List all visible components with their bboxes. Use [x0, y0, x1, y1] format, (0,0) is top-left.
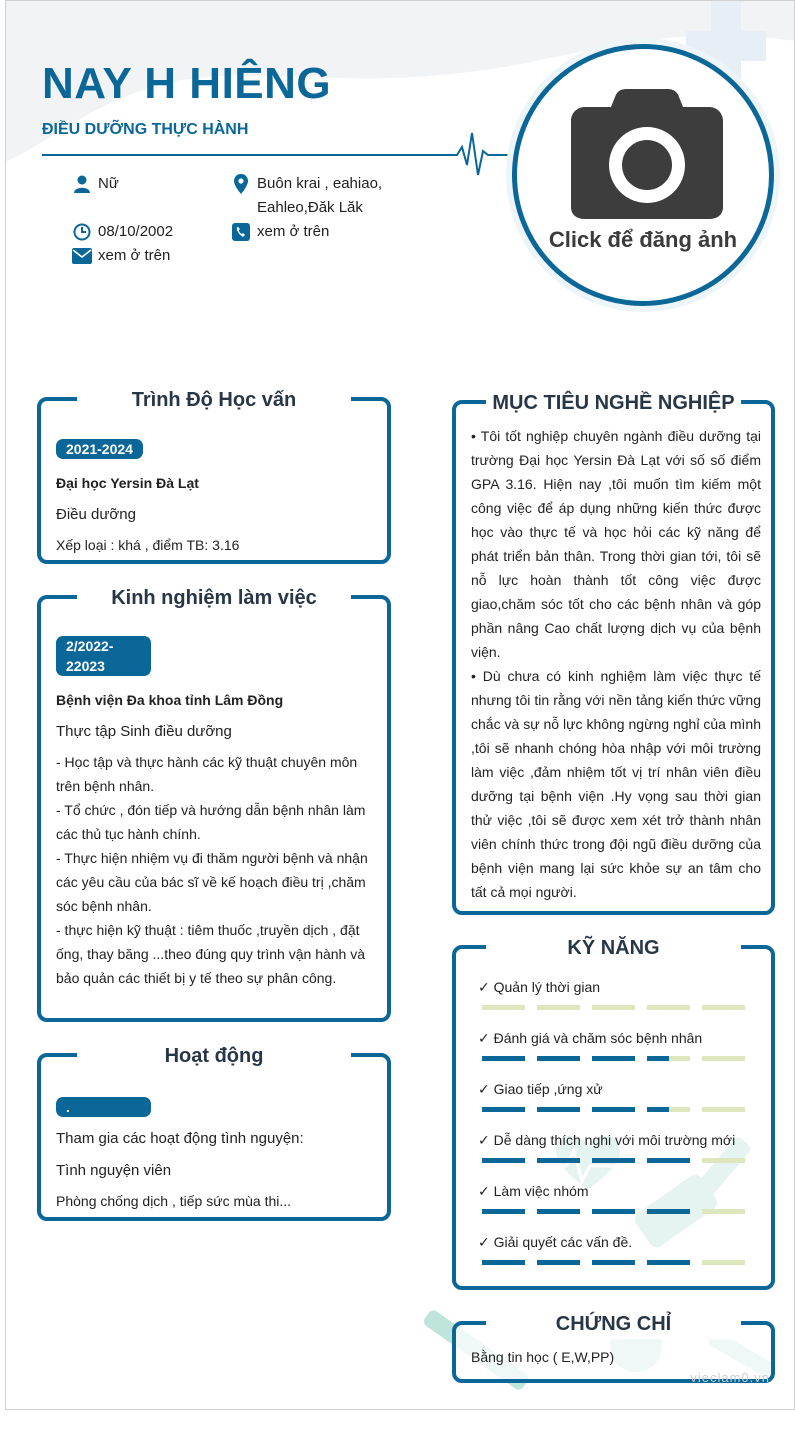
phone-value: xem ở trên: [257, 223, 330, 240]
skill-level-segment: [592, 1056, 635, 1061]
birthday-info: [72, 220, 173, 244]
job-title: ĐIỀU DƯỠNG THỰC HÀNH: [42, 121, 249, 138]
objective-heading: MỤC TIÊU NGHỀ NGHIỆP: [486, 388, 741, 418]
skill-item: [470, 975, 761, 1026]
education-section: [37, 389, 391, 564]
email-value: xem ở trên: [98, 247, 171, 264]
skill-level-segment: [647, 1260, 690, 1265]
skills-section: [452, 937, 775, 1290]
experience-section: [37, 587, 391, 1022]
address-line-1: Buôn krai , eahiao,: [257, 175, 383, 192]
skill-label: ✓ Đánh giá và chăm sóc bệnh nhân: [478, 1030, 703, 1046]
watermark: vieclam0.vn: [690, 1370, 770, 1385]
skill-level-segment: [702, 1107, 745, 1112]
education-grade: Xếp loại : khá , điểm TB: 3.16: [56, 537, 240, 553]
skill-label: ✓ Giải quyết các vấn đề.: [478, 1234, 633, 1250]
skill-label: ✓ Quản lý thời gian: [478, 979, 601, 995]
activities-heading: Hoạt động: [77, 1041, 351, 1071]
gender-value: Nữ: [98, 175, 119, 192]
skill-level-segment: [647, 1158, 690, 1163]
skill-level-segment: [482, 1056, 525, 1061]
skill-item: [470, 1128, 761, 1179]
experience-position: Thực tập Sinh điều dưỡng: [56, 723, 232, 740]
skill-level-segment: [702, 1056, 745, 1061]
activities-period: .: [56, 1097, 151, 1117]
skill-item: [470, 1230, 761, 1281]
phone-icon: [231, 222, 251, 242]
objective-section: [452, 392, 775, 915]
skill-level-segment: [537, 1260, 580, 1265]
skill-level-segment: [647, 1209, 690, 1214]
skill-level-segment: [537, 1158, 580, 1163]
skill-level-segment: [592, 1209, 635, 1214]
experience-duty-item: - Học tập và thực hành các kỹ thuật chuyên môn trên bệnh nhân.: [56, 754, 358, 794]
skill-level-bar: [482, 1056, 745, 1061]
user-icon: [72, 174, 92, 194]
skill-level-segment: [647, 1005, 690, 1010]
skill-level-bar: [482, 1158, 745, 1163]
skill-level-segment: [592, 1158, 635, 1163]
skill-level-segment: [482, 1158, 525, 1163]
experience-period-line-2: 22023: [66, 658, 105, 674]
activities-section: [37, 1045, 391, 1221]
education-heading: Trình Độ Học vấn: [77, 385, 351, 415]
email-info: [72, 244, 170, 268]
avatar-upload[interactable]: [512, 44, 774, 306]
education-school: Đại học Yersin Đà Lạt: [56, 475, 199, 491]
certificates-heading: CHỨNG CHỈ: [486, 1309, 741, 1339]
skill-level-segment: [702, 1005, 745, 1010]
skill-level-segment: [647, 1056, 690, 1061]
experience-heading: Kinh nghiệm làm việc: [77, 583, 351, 613]
certificate-item: Bằng tin học ( E,W,PP): [471, 1349, 615, 1365]
experience-duties: [56, 750, 372, 990]
skills-list: [470, 975, 761, 1281]
address-line-2: Eahleo,Đăk Lăk: [257, 199, 363, 216]
activities-role: Tình nguyện viên: [56, 1162, 172, 1179]
skill-level-segment: [592, 1107, 635, 1112]
skill-level-segment: [592, 1260, 635, 1265]
objective-paragraph-2: • Dù chưa có kinh nghiệm làm việc thực tế nhưng tôi tin rằng với nền tảng kiến thức vững chắc và sự nỗ lực không ngừng nghỉ của mình ,tôi sẽ nhanh chóng hòa nhập với môi trường làm việc ,đảm nhiệm tốt vị trí nhân viên điều dưỡng tại bệnh viện .Hy vọng sau thời gian thử việc ,tôi sẽ được xem xét trở thành nhân viên chính thức trong đội ngũ điều dưỡng của bệnh viện mang lại sức khỏe sự an tâm cho tất cả mọi người.: [471, 668, 761, 900]
candidate-name: NAY H HIÊNG: [42, 59, 332, 108]
skill-level-bar: [482, 1260, 745, 1265]
activities-detail: Phòng chống dịch , tiếp sức mùa thi...: [56, 1193, 292, 1209]
skills-heading: KỸ NĂNG: [486, 933, 741, 963]
gender-info: [72, 172, 119, 196]
experience-duty-item: - Tổ chức , đón tiếp và hướng dẫn bệnh nhân làm các thủ tục hành chính.: [56, 802, 366, 842]
skill-level-segment: [537, 1209, 580, 1214]
education-period: 2021-2024: [56, 439, 143, 459]
avatar-caption: Click để đăng ảnh: [548, 227, 738, 252]
skill-level-segment: [482, 1209, 525, 1214]
experience-duty-item: - Thực hiện nhiệm vụ đi thăm người bệnh và nhận các yêu cầu của bác sĩ về kế hoạch điều trị ,chăm sóc bệnh nhân.: [56, 850, 368, 914]
skill-level-bar: [482, 1209, 745, 1214]
objective-paragraph-1: • Tôi tốt nghiệp chuyên ngành điều dưỡng tại trường Đại học Yersin Đà Lạt với số số điểm GPA 3.16. Hiện nay ,tôi muốn tìm kiếm một công việc để áp dụng những kiến thức được học vào thực tế và học hỏi các kỹ năng để phát triển bản thân. Trong thời gian tới, tôi sẽ nỗ lực hoàn thành tốt công việc được giao,chăm sóc tốt cho các bệnh nhân và góp phần nâng Cao chất lượng dịch vụ của bệnh viện.: [471, 428, 761, 660]
skill-level-segment: [537, 1005, 580, 1010]
clock-icon: [72, 222, 92, 242]
skill-item: [470, 1026, 761, 1077]
skill-level-segment: [537, 1107, 580, 1112]
birthday-value: 08/10/2002: [98, 223, 174, 240]
skill-level-segment: [702, 1260, 745, 1265]
location-pin-icon: [231, 174, 251, 194]
education-major: Điều dưỡng: [56, 506, 136, 523]
skill-level-segment: [647, 1107, 690, 1112]
skill-level-segment: [482, 1107, 525, 1112]
skill-label: ✓ Giao tiếp ,ứng xử: [478, 1081, 603, 1097]
skill-level-bar: [482, 1107, 745, 1112]
phone-info: [231, 220, 329, 244]
envelope-icon: [72, 246, 92, 266]
experience-company: Bệnh viện Đa khoa tỉnh Lâm Đồng: [56, 692, 284, 708]
activities-name: Tham gia các hoạt động tình nguyện:: [56, 1130, 304, 1147]
skill-level-segment: [702, 1209, 745, 1214]
experience-period-line-1: 2/2022-: [66, 638, 114, 654]
camera-icon: [571, 89, 723, 219]
skill-level-segment: [482, 1260, 525, 1265]
skill-level-segment: [482, 1005, 525, 1010]
skill-level-bar: [482, 1005, 745, 1010]
skill-item: [470, 1077, 761, 1128]
skill-level-segment: [537, 1056, 580, 1061]
experience-duty-item: - thực hiện kỹ thuật : tiêm thuốc ,truyền dịch , đặt ống, thay băng ...theo đúng quy trình vận hành và bảo quản các thiết bị y tế theo sự phân công.: [56, 922, 366, 986]
skill-level-segment: [592, 1005, 635, 1010]
skill-label: ✓ Làm việc nhóm: [478, 1183, 589, 1199]
address-value: [257, 172, 382, 220]
skill-item: [470, 1179, 761, 1230]
experience-period: [56, 636, 151, 676]
skill-level-segment: [702, 1158, 745, 1163]
skill-label: ✓ Dễ dàng thích nghi với môi trường mới: [478, 1132, 736, 1148]
cv-page: [5, 0, 795, 1410]
address-info: [231, 172, 391, 220]
